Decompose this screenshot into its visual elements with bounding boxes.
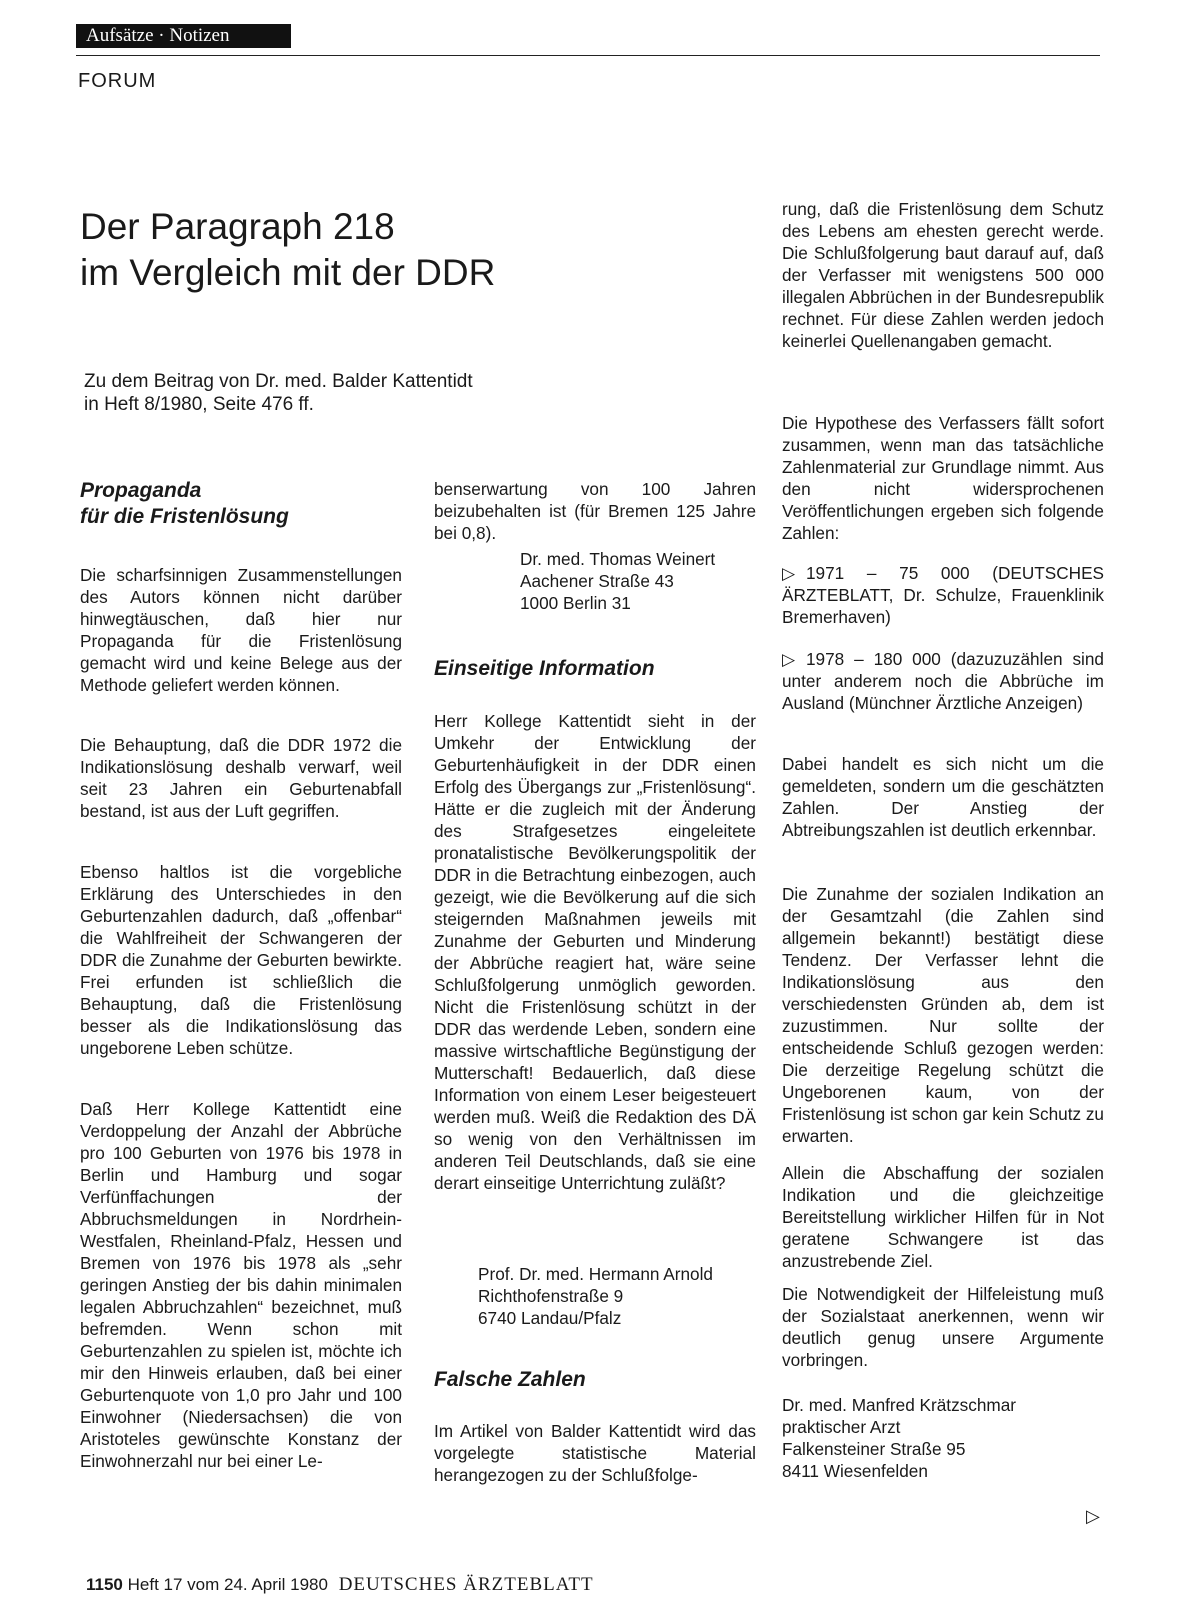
section-label: Aufsätze · Notizen: [76, 24, 291, 48]
letter3-heading: Falsche Zahlen: [434, 1368, 586, 1391]
article-subtitle: [84, 370, 473, 416]
signature-city: 6740 Landau/Pfalz: [478, 1308, 622, 1328]
bullet-text: 1978 – 180 000 (dazuzuzählen sind unter anderem noch die Abbrüche im Ausland (Münchner Ärztliche Anzeigen): [782, 649, 1104, 713]
signature-city: 8411 Wiesenfelden: [782, 1461, 928, 1481]
letter3-paragraph: Allein die Abschaffung der sozialen Indikation und die gleichzeitige Bereitstellung wirklicher Hilfen für in Not geratene Schwangere ist das anzustrebende Ziel.: [782, 1163, 1104, 1271]
letter3-paragraph: Die Zunahme der sozialen Indikation an der Gesamtzahl (die Zahlen sind allgemein bekannt!) bestätigt diese Tendenz. Der Verfasser lehnt die Indikationslösung aus den verschiedensten Gründen ab, dem ist zuzustimmen. Nur sollte der entscheidende Schluß gezogen werden: Die derzeitige Regelung schützt die Ungeborenen kaum, von der Fristenlösung ist schon gar kein Schutz zu erwarten.: [782, 884, 1104, 1146]
title-line-2: im Vergleich mit der DDR: [80, 252, 496, 293]
signature-street: Falkensteiner Straße 95: [782, 1439, 966, 1459]
signature-name: Prof. Dr. med. Hermann Arnold: [478, 1264, 713, 1284]
page-footer: [86, 1574, 594, 1596]
signature-title: praktischer Arzt: [782, 1417, 901, 1437]
signature-street: Richthofenstraße 9: [478, 1286, 624, 1306]
letter1-paragraph: Daß Herr Kollege Kattentidt eine Verdoppelung der Anzahl der Abbrüche pro 100 Geburten von 1976 bis 1978 in Berlin und Hamburg und sogar Verfünffachungen der Abbruchsmeldungen in Nordrhein-Westfalen, Rheinland-Pfalz, Hessen und Bremen von 1976 bis 1978 als „sehr geringen Anstieg der bis dahin minimalen legalen Abbruchzahlen“ bezeichnet, muß befremden. Wenn schon mit Geburtenzahlen zu spielen ist, möchte ich mir den Hinweis erlauben, daß bei einer Geburtenquote von 1,0 pro Jahr und 100 Einwohner (Niedersachsen) die von Aristoteles gewünschte Konstanz der Einwohnerzahl nur bei einer Le-: [80, 1099, 402, 1471]
triangle-bullet-icon: ▷: [782, 649, 796, 669]
letter1-paragraph: Ebenso haltlos ist die vorgebliche Erklärung des Unterschiedes in den Geburtenzahlen dadurch, daß „offenbar“ die Wahlfreiheit der Schwangeren der DDR die Zunahme der Geburten bewirkte. Frei erfunden ist schließlich die Behauptung, daß die Fristenlösung besser als die Indikationslösung das ungeborene Leben schütze.: [80, 862, 402, 1058]
signature-street: Aachener Straße 43: [520, 571, 674, 591]
article-title: [80, 204, 495, 296]
letter3-paragraph: Die Hypothese des Verfassers fällt sofort zusammen, wenn man das tatsächliche Zahlenmaterial zur Grundlage nimmt. Aus den nicht widersprochenen Veröffentlichungen ergeben sich folgende Zahlen:: [782, 413, 1104, 543]
letter1-paragraph-continued: benserwartung von 100 Jahren beizubehalten ist (für Bremen 125 Jahre bei 0,8).: [434, 479, 756, 543]
letter1-heading-line-2: für die Fristenlösung: [80, 505, 289, 528]
letter1-paragraph: Die scharfsinnigen Zusammenstellungen des Autors können nicht darüber hinwegtäuschen, daß hier nur Propaganda für die Fristenlösung gemacht wird und keine Belege aus der Methode geliefert werden können.: [80, 565, 402, 695]
forum-label: FORUM: [78, 70, 157, 92]
issue-info: Heft 17 vom 24. April 1980: [127, 1575, 328, 1594]
letter3-signature: [782, 1394, 1104, 1482]
subtitle-line-2: in Heft 8/1980, Seite 476 ff.: [84, 394, 314, 415]
letter3-paragraph-continued: rung, daß die Fristenlösung dem Schutz des Lebens am ehesten gerecht werde. Die Schlußfolgerung baut darauf auf, daß der Verfasser mit wenigstens 500 000 illegalen Abbrüchen in der Bundesrepublik rechnet. Für diese Zahlen werden jedoch keinerlei Quellenangaben gemacht.: [782, 199, 1104, 351]
subtitle-line-1: Zu dem Beitrag von Dr. med. Balder Kattentidt: [84, 371, 473, 392]
signature-name: Dr. med. Manfred Krätzschmar: [782, 1395, 1017, 1415]
letter2-signature: [478, 1263, 758, 1329]
letter2-heading: Einseitige Information: [434, 657, 655, 680]
letter2-paragraph: Herr Kollege Kattentidt sieht in der Umkehr der Entwicklung der Geburtenhäufigkeit in der DDR einen Erfolg des Übergangs zur „Fristenlösung“. Hätte er die zugleich mit der Änderung des Strafgesetzes eingeleitete pronatalistische Bevölkerungspolitik der DDR in die Betrachtung einbezogen, auch gezeigt, wie die Bevölkerung auf die sich steigernden Maßnahmen jeweils mit Zunahme der Geburten und Minderung der Abbrüche reagiert hat, wäre seine Schlußfolgerung unmöglich geworden. Nicht die Fristenlösung schützt in der DDR das werdende Leben, sondern eine massive wirtschaftliche Begünstigung der Mutterschaft! Bedauerlich, daß diese Information von einem Leser beigesteuert werden muß. Weiß die Redaktion des DÄ so wenig von den Verhältnissen im anderen Teil Deutschlands, daß sie eine derart einseitige Unterrichtung zuläßt?: [434, 711, 756, 1193]
triangle-bullet-icon: ▷: [782, 563, 796, 583]
letter3-paragraph: Dabei handelt es sich nicht um die gemeldeten, sondern um die geschätzten Zahlen. Der Anstieg der Abtreibungszahlen ist deutlich erkennbar.: [782, 754, 1104, 840]
magazine-name: DEUTSCHES ÄRZTEBLATT: [338, 1574, 594, 1595]
page-number: 1150: [86, 1575, 123, 1594]
letter3-bullet: [782, 648, 1104, 714]
letter3-paragraph: Im Artikel von Balder Kattentidt wird das vorgelegte statistische Material herangezogen zu der Schlußfolge-: [434, 1421, 756, 1485]
continue-arrow-icon: ▷: [1086, 1506, 1100, 1526]
letter1-paragraph: Die Behauptung, daß die DDR 1972 die Indikationslösung deshalb verwarf, weil seit 23 Jahren ein Geburtenabfall bestand, ist aus der Luft gegriffen.: [80, 735, 402, 821]
letter1-heading: [80, 478, 402, 530]
signature-name: Dr. med. Thomas Weinert: [520, 549, 716, 569]
letter1-signature: [520, 548, 770, 614]
letter3-bullet: [782, 562, 1104, 628]
title-line-1: Der Paragraph 218: [80, 206, 395, 247]
header-rule: [76, 55, 1100, 56]
bullet-text: 1971 – 75 000 (DEUTSCHES ÄRZTEBLATT, Dr. Schulze, Frauenklinik Bremerhaven): [782, 563, 1104, 627]
letter1-heading-line-1: Propaganda: [80, 479, 202, 502]
letter3-paragraph: Die Notwendigkeit der Hilfeleistung muß der Sozialstaat anerkennen, wenn wir deutlich genug unsere Argumente vorbringen.: [782, 1284, 1104, 1370]
signature-city: 1000 Berlin 31: [520, 593, 631, 613]
